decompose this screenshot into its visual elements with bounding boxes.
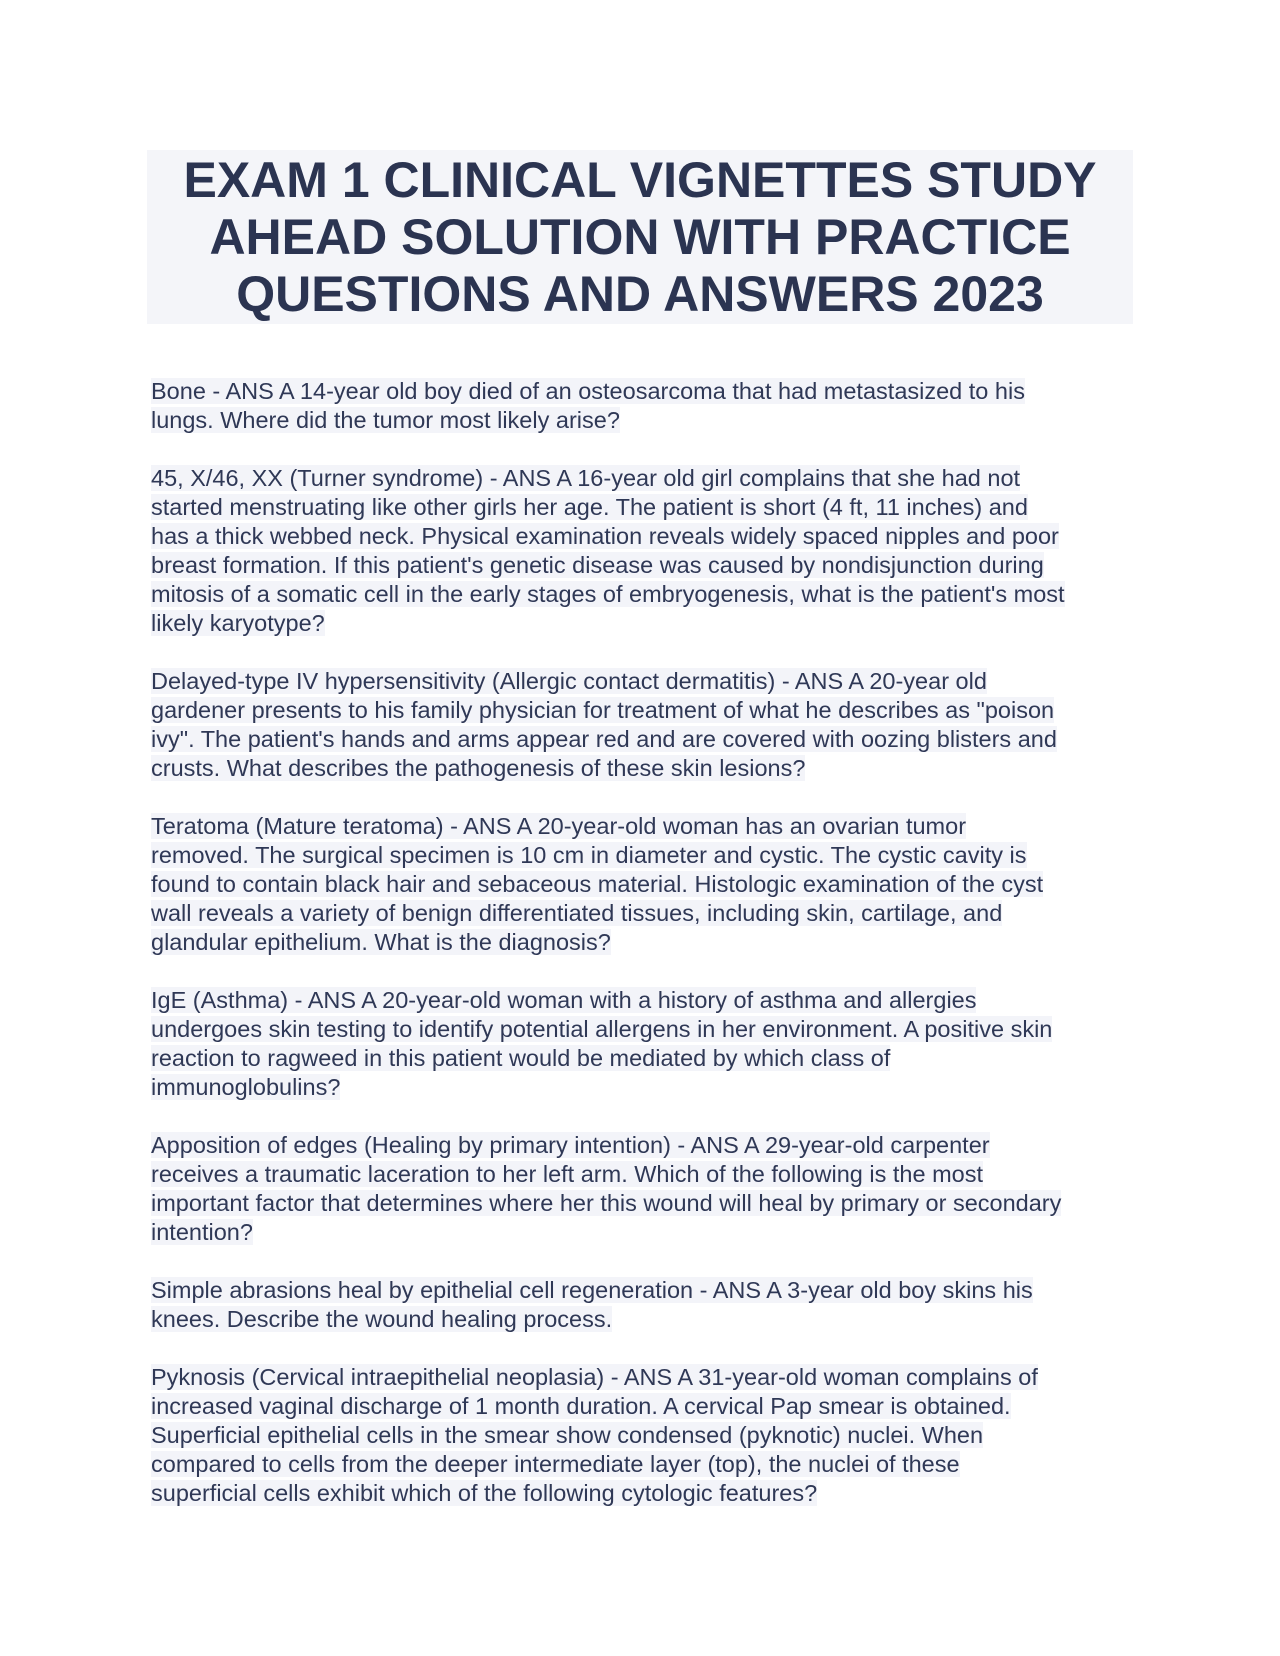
document-body: [151, 377, 1141, 1537]
entry-line: 45, X/46, XX (Turner syndrome) - ANS A 16-year old girl complains that she had not: [151, 465, 1021, 491]
document-title: [183, 152, 1096, 323]
question-entry: [151, 812, 1141, 957]
entry-line: Teratoma (Mature teratoma) - ANS A 20-year-old woman has an ovarian tumor: [151, 813, 967, 839]
question-entry: [151, 986, 1141, 1102]
question-entry: [151, 667, 1141, 783]
title-line: EXAM 1 CLINICAL VIGNETTES STUDY: [183, 151, 1097, 208]
entry-line: breast formation. If this patient's genetic disease was caused by nondisjunction during: [151, 552, 1044, 578]
entry-line: gardener presents to his family physician for treatment of what he describes as "poison: [151, 697, 1055, 723]
entry-line: Apposition of edges (Healing by primary intention) - ANS A 29-year-old carpenter: [151, 1132, 990, 1158]
entry-line: mitosis of a somatic cell in the early stages of embryogenesis, what is the patient's most: [151, 581, 1065, 607]
question-entry: [151, 1131, 1141, 1247]
question-entry: [151, 1363, 1141, 1508]
entry-line: intention?: [151, 1219, 253, 1245]
entry-line: Simple abrasions heal by epithelial cell regeneration - ANS A 3-year old boy skins his: [151, 1277, 1033, 1303]
title-line: QUESTIONS AND ANSWERS 2023: [236, 265, 1044, 322]
title-block: [147, 150, 1133, 324]
entry-line: Superficial epithelial cells in the smear show condensed (pyknotic) nuclei. When: [151, 1422, 984, 1448]
entry-line: superficial cells exhibit which of the following cytologic features?: [151, 1480, 818, 1506]
entry-line: reaction to ragweed in this patient would be mediated by which class of: [151, 1045, 891, 1071]
entry-line: crusts. What describes the pathogenesis of these skin lesions?: [151, 755, 806, 781]
entry-line: immunoglobulins?: [151, 1074, 341, 1100]
title-line: AHEAD SOLUTION WITH PRACTICE: [209, 208, 1071, 265]
entry-line: knees. Describe the wound healing process.: [151, 1306, 613, 1332]
entry-line: compared to cells from the deeper intermediate layer (top), the nuclei of these: [151, 1451, 960, 1477]
entry-line: lungs. Where did the tumor most likely arise?: [151, 407, 620, 433]
entry-line: ivy". The patient's hands and arms appear red and are covered with oozing blisters and: [151, 726, 1057, 752]
entry-line: started menstruating like other girls her age. The patient is short (4 ft, 11 inches) and: [151, 494, 1028, 520]
entry-line: found to contain black hair and sebaceous material. Histologic examination of the cyst: [151, 871, 1044, 897]
entry-line: has a thick webbed neck. Physical examination reveals widely spaced nipples and poor: [151, 523, 1059, 549]
question-entry: [151, 1276, 1141, 1334]
entry-line: undergoes skin testing to identify potential allergens in her environment. A positive skin: [151, 1016, 1053, 1042]
entry-line: increased vaginal discharge of 1 month duration. A cervical Pap smear is obtained.: [151, 1393, 1011, 1419]
entry-line: removed. The surgical specimen is 10 cm in diameter and cystic. The cystic cavity is: [151, 842, 1027, 868]
entry-line: Delayed-type IV hypersensitivity (Allergic contact dermatitis) - ANS A 20-year old: [151, 668, 987, 694]
entry-line: Pyknosis (Cervical intraepithelial neoplasia) - ANS A 31-year-old woman complains of: [151, 1364, 1038, 1390]
entry-line: IgE (Asthma) - ANS A 20-year-old woman with a history of asthma and allergies: [151, 987, 977, 1013]
entry-line: important factor that determines where her this wound will heal by primary or secondary: [151, 1190, 1062, 1216]
entry-line: receives a traumatic laceration to her left arm. Which of the following is the most: [151, 1161, 983, 1187]
entry-line: glandular epithelium. What is the diagnosis?: [151, 929, 611, 955]
entry-line: wall reveals a variety of benign differentiated tissues, including skin, cartilage, and: [151, 900, 1003, 926]
entry-line: likely karyotype?: [151, 610, 325, 636]
entry-line: Bone - ANS A 14-year old boy died of an osteosarcoma that had metastasized to his: [151, 378, 1025, 404]
question-entry: [151, 464, 1141, 638]
question-entry: [151, 377, 1141, 435]
